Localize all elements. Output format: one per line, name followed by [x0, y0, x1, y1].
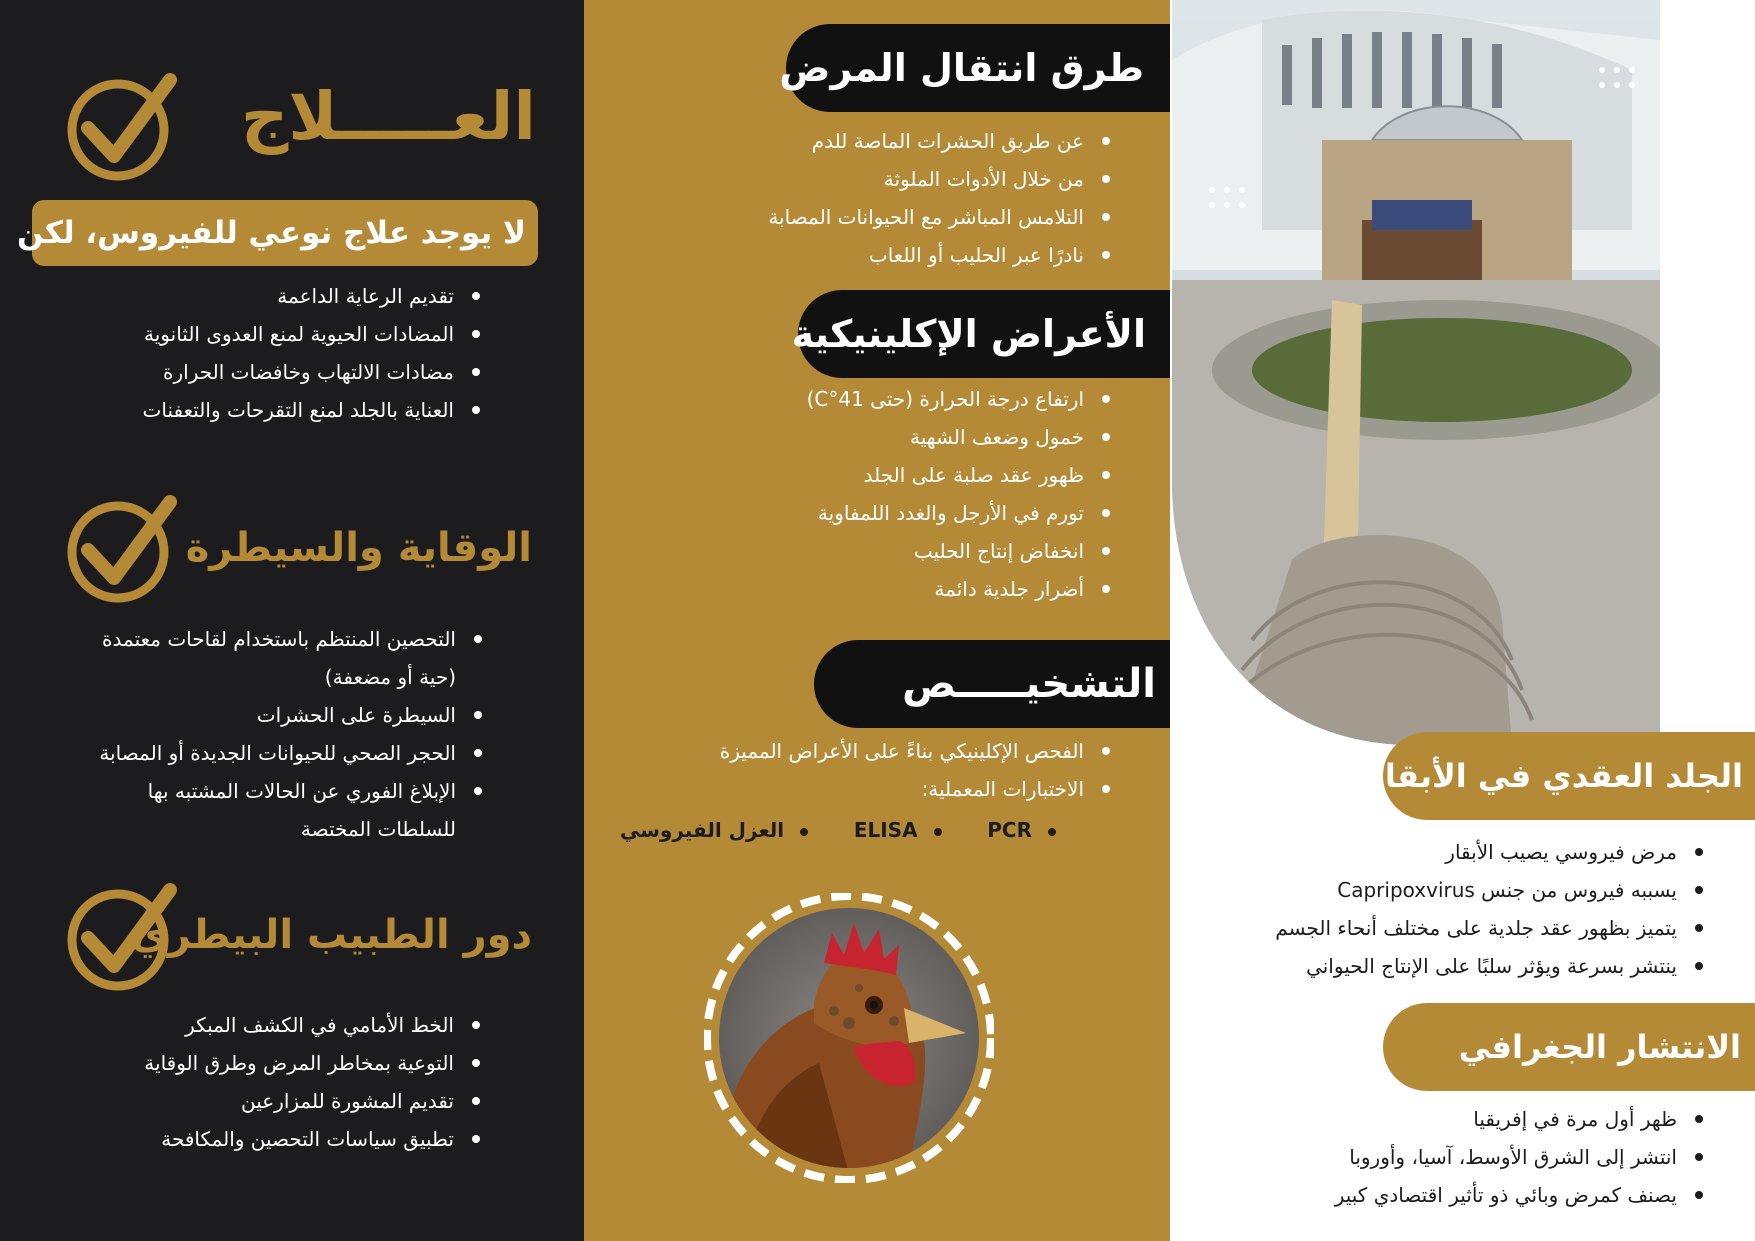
list-item: من خلال الأدوات الملوثة: [768, 160, 1114, 198]
list-item: التوعية بمخاطر المرض وطرق الوقاية: [144, 1044, 484, 1082]
diagnosis-list: [720, 732, 1114, 808]
left-panel: [0, 0, 584, 1241]
vet-role-heading: دور الطبيب البيطري: [131, 912, 532, 958]
list-item: أضرار جلدية دائمة: [807, 570, 1114, 608]
list-item: الخط الأمامي في الكشف المبكر: [144, 1006, 484, 1044]
treatment-banner: لا يوجد علاج نوعي للفيروس، لكن: [32, 200, 538, 266]
list-item: ظهر أول مرة في إفريقيا: [1335, 1100, 1719, 1138]
disease-list: [1275, 833, 1719, 985]
transmission-list: [768, 122, 1114, 274]
right-panel: [1170, 0, 1755, 1241]
check-circle-icon: [66, 70, 178, 182]
middle-panel: [584, 0, 1170, 1241]
geography-heading: الانتشار الجغرافي: [1383, 1003, 1755, 1091]
list-item: مضادات الالتهاب وخافضات الحرارة: [143, 353, 484, 391]
lab-test-pcr: PCR: [987, 818, 1060, 842]
list-item: مرض فيروسي يصيب الأبقار: [1275, 833, 1719, 871]
vet-role-list: [144, 1006, 484, 1158]
list-item: ارتفاع درجة الحرارة (حتى 41°C): [807, 380, 1114, 418]
lab-test-virus-isolation: العزل الفيروسي: [620, 818, 812, 842]
transmission-heading: طرق انتقال المرض: [786, 24, 1170, 112]
list-item: ظهور عقد صلبة على الجلد: [807, 456, 1114, 494]
list-item: الفحص الإكلينيكي بناءً على الأعراض المميزة: [720, 732, 1114, 770]
list-item: الحجر الصحي للحيوانات الجديدة أو المصابة: [66, 734, 486, 772]
list-item: يتميز بظهور عقد جلدية على مختلف أنحاء الجسم: [1275, 909, 1719, 947]
list-item: العناية بالجلد لمنع التقرحات والتعفنات: [143, 391, 484, 429]
list-item: السيطرة على الحشرات: [66, 696, 486, 734]
chicken-photo: [704, 893, 994, 1183]
prevention-heading: الوقاية والسيطرة: [185, 525, 532, 571]
list-item: يسببه فيروس من جنس Capripoxvirus: [1275, 871, 1719, 909]
list-item: تقديم المشورة للمزارعين: [144, 1082, 484, 1120]
building-photo: [1172, 0, 1660, 745]
list-item: ينتشر بسرعة ويؤثر سلبًا على الإنتاج الحيواني: [1275, 947, 1719, 985]
lab-test-elisa: ELISA: [854, 818, 946, 842]
treatment-heading: العـــــلاج: [240, 78, 536, 155]
list-item: انتشر إلى الشرق الأوسط، آسيا، وأوروبا: [1335, 1138, 1719, 1176]
symptoms-list: [807, 380, 1114, 608]
list-item: التلامس المباشر مع الحيوانات المصابة: [768, 198, 1114, 236]
list-item: نادرًا عبر الحليب أو اللعاب: [768, 236, 1114, 274]
geography-list: [1335, 1100, 1719, 1214]
list-item: انخفاض إنتاج الحليب: [807, 532, 1114, 570]
check-circle-icon: [66, 492, 178, 604]
list-item: الاختبارات المعملية:: [720, 770, 1114, 808]
list-item: يصنف كمرض وبائي ذو تأثير اقتصادي كبير: [1335, 1176, 1719, 1214]
lab-tests-row: [620, 812, 1060, 848]
diagnosis-heading: التشخيـــــص: [814, 640, 1170, 728]
prevention-list: [66, 620, 486, 848]
list-item: عن طريق الحشرات الماصة للدم: [768, 122, 1114, 160]
list-item: تقديم الرعاية الداعمة: [143, 277, 484, 315]
list-item: المضادات الحيوية لمنع العدوى الثانوية: [143, 315, 484, 353]
list-item: خمول وضعف الشهية: [807, 418, 1114, 456]
treatment-list: [143, 277, 484, 429]
list-item: تطبيق سياسات التحصين والمكافحة: [144, 1120, 484, 1158]
symptoms-heading: الأعراض الإكلينيكية: [798, 290, 1170, 378]
list-item: التحصين المنتظم باستخدام لقاحات معتمدة (حية أو مضعفة): [66, 620, 486, 696]
list-item: تورم في الأرجل والغدد اللمفاوية: [807, 494, 1114, 532]
list-item: الإبلاغ الفوري عن الحالات المشتبه بها للسلطات المختصة: [66, 772, 486, 848]
disease-heading: الجلد العقدي في الأبقار: [1383, 732, 1755, 820]
